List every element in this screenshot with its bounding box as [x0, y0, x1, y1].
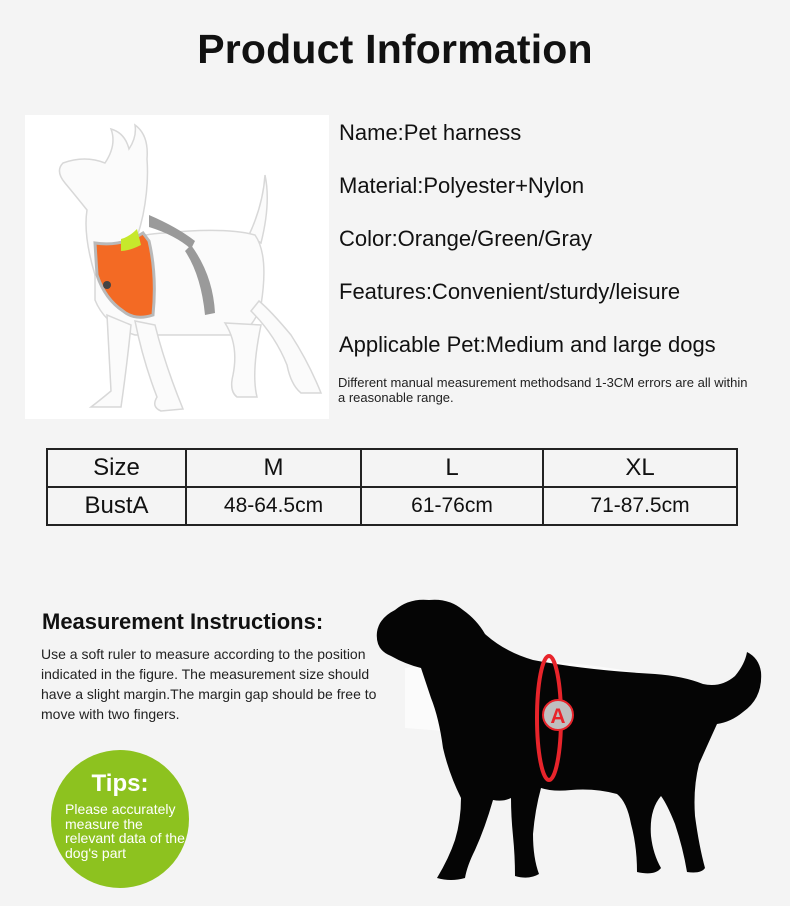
- dog-silhouette-diagram: [365, 588, 775, 893]
- page-title: Product Information: [197, 26, 593, 72]
- table-cell: M: [186, 449, 361, 487]
- table-row: [47, 487, 737, 525]
- table-header-row: [47, 449, 737, 487]
- tips-badge: [51, 750, 189, 888]
- spec-applicable-pet: Applicable Pet:Medium and large dogs: [339, 332, 716, 357]
- table-cell: 61-76cm: [361, 487, 543, 525]
- spec-color: Color:Orange/Green/Gray: [339, 226, 593, 251]
- table-cell: XL: [543, 449, 737, 487]
- dog-silhouette: [377, 600, 761, 880]
- table-cell: Size: [47, 449, 186, 487]
- dog-mannequin-image: [25, 115, 329, 419]
- tips-heading: Tips:: [91, 770, 149, 797]
- table-cell: 71-87.5cm: [543, 487, 737, 525]
- table-cell: 48-64.5cm: [186, 487, 361, 525]
- size-table: [46, 448, 738, 526]
- measurement-text: Use a soft ruler to measure according to the position indicated in the figure. The measurement size should have a slight margin.The margin gap should be free to move with two fingers.: [41, 646, 377, 722]
- spec-material: Material:Polyester+Nylon: [339, 173, 585, 198]
- spec-features: Features:Convenient/sturdy/leisure: [339, 279, 681, 304]
- marker-a-label: A: [550, 705, 566, 728]
- spec-name: Name:Pet harness: [339, 120, 522, 145]
- measurement-error-note: Different manual measurement methodsand 1-3CM errors are all within a reasonable range.: [338, 375, 748, 405]
- measurement-heading: Measurement Instructions:: [42, 609, 324, 634]
- table-cell: BustA: [47, 487, 186, 525]
- tips-text: Please accurately measure the relevant data of the dog's part: [65, 801, 185, 861]
- table-cell: L: [361, 449, 543, 487]
- product-photo: [25, 115, 329, 419]
- spec-list: [339, 118, 716, 383]
